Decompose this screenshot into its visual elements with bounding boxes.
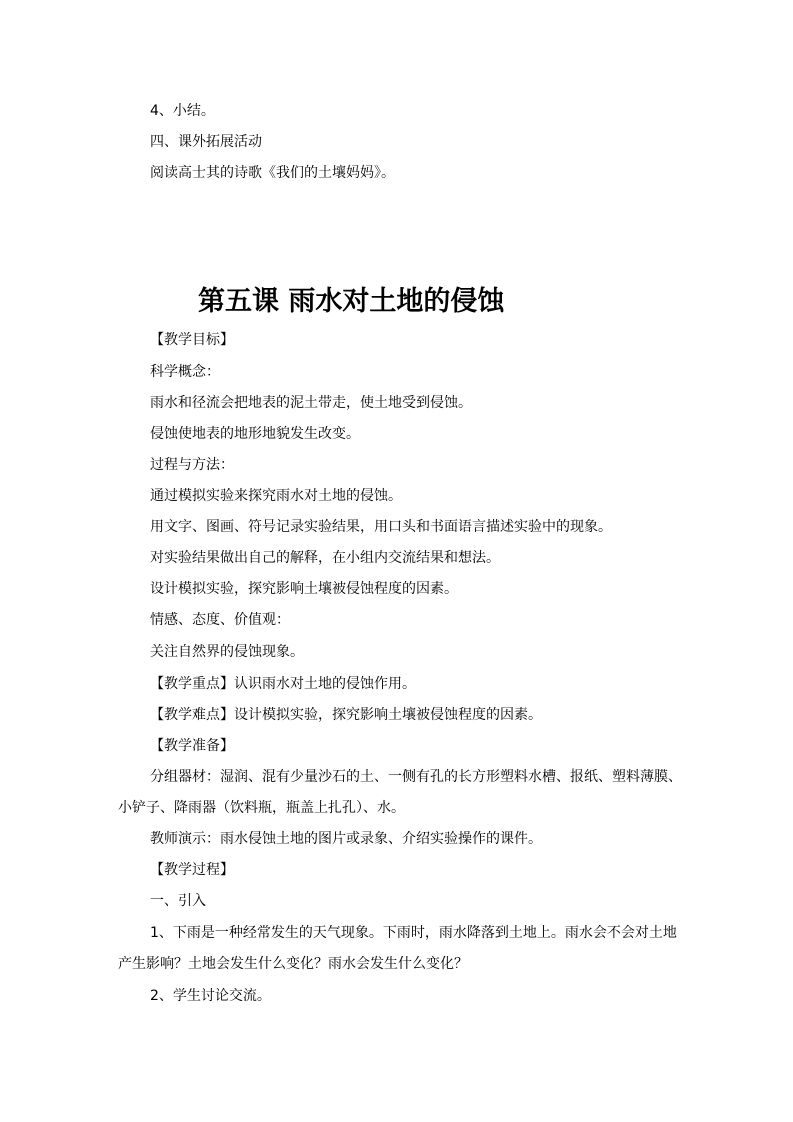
intro-item: 2、学生讨论交流。 (150, 988, 271, 1004)
intro-item: 1、下雨是一种经常发生的天气现象。下雨时，雨水降落到土地上。雨水会不会对土地 (150, 925, 677, 941)
concept-heading: 科学概念： (150, 364, 220, 380)
preparation-heading: 【教学准备】 (150, 738, 234, 754)
extension-heading: 四、课外拓展活动 (150, 134, 262, 150)
teacher-demo: 教师演示：雨水侵蚀土地的图片或录象、介绍实验操作的课件。 (150, 831, 542, 847)
attitude-item: 关注自然界的侵蚀现象。 (150, 644, 304, 660)
concept-item: 雨水和径流会把地表的泥土带走，使土地受到侵蚀。 (150, 395, 472, 411)
attitude-heading: 情感、态度、价值观： (150, 612, 290, 628)
materials-line: 小铲子、降雨器（饮料瓶，瓶盖上扎孔）、水。 (118, 800, 405, 816)
intro-heading: 一、引入 (150, 893, 206, 909)
materials-line: 分组器材：湿润、混有少量沙石的土、一侧有孔的长方形塑料水槽、报纸、塑料薄膜、 (150, 769, 682, 785)
summary-item: 4、小结。 (150, 103, 215, 119)
process-item: 对实验结果做出自己的解释，在小组内交流结果和想法。 (150, 550, 500, 566)
key-point: 【教学重点】认识雨水对土地的侵蚀作用。 (150, 676, 416, 692)
teaching-process-heading: 【教学过程】 (150, 862, 234, 878)
concept-item: 侵蚀使地表的地形地貌发生改变。 (150, 426, 360, 442)
lesson-title: 第五课 雨水对土地的侵蚀 (198, 286, 505, 317)
process-item: 用文字、图画、符号记录实验结果，用口头和书面语言描述实验中的现象。 (150, 519, 612, 535)
difficulty: 【教学难点】设计模拟实验，探究影响土壤被侵蚀程度的因素。 (150, 707, 542, 723)
intro-item-continued: 产生影响？土地会发生什么变化？雨水会发生什么变化？ (118, 956, 468, 972)
process-item: 设计模拟实验，探究影响土壤被侵蚀程度的因素。 (150, 581, 458, 597)
extension-reading: 阅读高士其的诗歌《我们的土壤妈妈》。 (150, 165, 395, 181)
process-heading: 过程与方法： (150, 457, 234, 473)
objectives-heading: 【教学目标】 (150, 332, 234, 348)
process-item: 通过模拟实验来探究雨水对土地的侵蚀。 (150, 488, 402, 504)
